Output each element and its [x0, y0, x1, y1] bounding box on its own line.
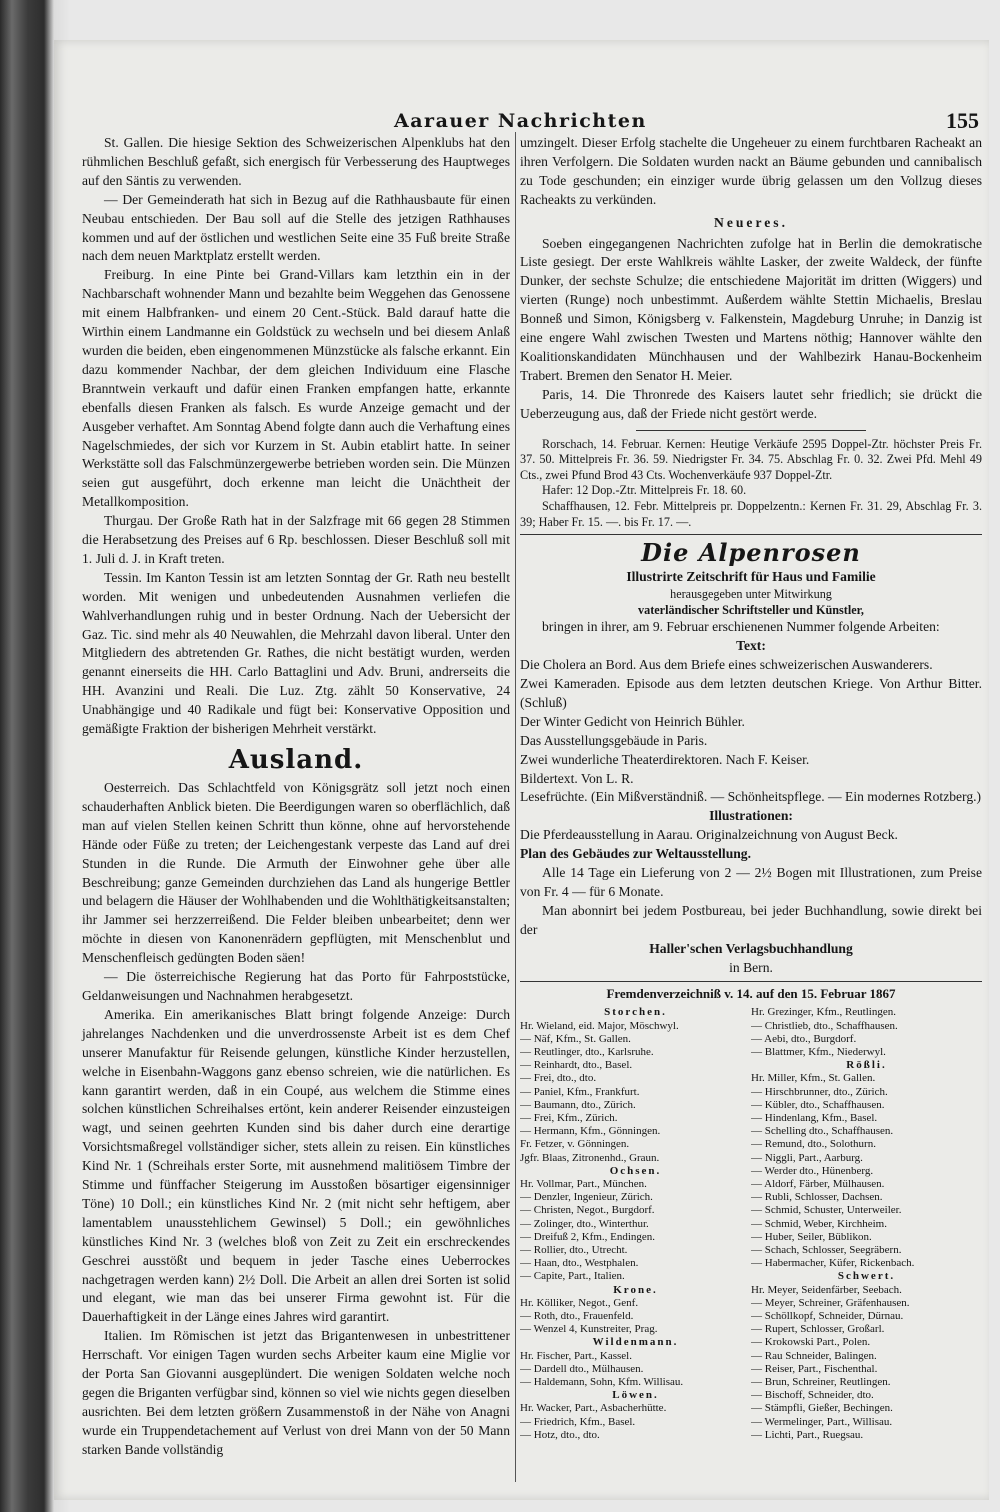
- guest-entry: — Rubli, Schlosser, Dachsen.: [751, 1191, 883, 1204]
- guest-entry: — Christen, Negot., Burgdorf.: [520, 1204, 655, 1217]
- guest-entry: — Roth, dto., Frauenfeld.: [520, 1310, 634, 1323]
- section-heading-ausland: Ausland.: [228, 745, 364, 775]
- guest-entry: Hr. Vollmar, Part., München.: [520, 1178, 647, 1191]
- guest-entry: — Christlieb, dto., Schaffhausen.: [751, 1019, 898, 1032]
- guest-entry: — Dardell dto., Mülhausen.: [520, 1362, 644, 1375]
- guest-entry: — Frei, dto., dto.: [520, 1072, 597, 1085]
- guest-entry: — Rupert, Schlosser, Großarl.: [751, 1323, 885, 1336]
- divider: [520, 534, 982, 535]
- guest-entry: — Aebi, dto., Burgdorf.: [751, 1032, 857, 1045]
- article-thurgau: Thurgau. Der Große Rath hat in der Salzfrage mit 66 gegen 28 Stimmen die Herabsetzung des Preises auf 6 Rp. beschlossen. Dieser Beschluß soll mit 1. Juli d. J. in Kraft treten.: [82, 513, 510, 566]
- article-freiburg: Freiburg. In eine Pinte bei Grand-Villars kam letzthin ein in der Nachbarschaft wohnender Mann und bezahlte beim Weggehen das Genossene mit einem Halbfranken- und einem 20 Cent.-Stück. Bald darauf hatte die Wirthin einem Landmanne ein Goldstück zu wechseln und bei diesem Anlaß wurden die beiden, eben eingenommenen Münzstücke als falsche erkannt. Ein dazu kommender Nachbar, der dem gleichen Individuum eine Flasche Branntwein verkauft und dafür einen Franken empfangen hatte, erkannte ebenfalls diesen Franken als falsch. Es wurde Anzeige gemacht und der Ausgeber verhaftet. Am Sonntag Abend folgte dann auch die Verhaftung eines Nagelschmiedes, der sich vor Kurzem in St. Aubin etablirt hatte. In seiner Werkstätte soll das Falschmünzergewerbe betrieben worden sein. Die Münzen seien gut ausgeführt, doch erkenne man leicht die Unächtheit der Metallkomposition.: [82, 267, 510, 510]
- article-berlin-wahlen: Soeben eingegangenen Nachrichten zufolge hat in Berlin die demokratische Liste gesiegt. Der erste Wahlkreis wählte Lasker, der zweite Waldeck, der fünfte Dunker, der sechste Schulze; die entschiedene Majorität im dritten (Wiggers) und vierten (Runge) noch unbestimmt. Außerdem wählte Stettin Michaelis, Breslau Bonneß und Simon, Königsberg v. Falkenstein, Magdeburg Unruhe; in Danzig ist eine engere Wahl zwischen Twesten und Martens nöthig; Hannover wählte den Koalitionskandidaten Münchhausen und der Wahlbezirk Hanau-Bockenheim Trabert. Bremen den Senator H. Meier.: [520, 235, 982, 383]
- guest-entry: — Bischoff, Schneider, dto.: [751, 1389, 874, 1402]
- article-oesterreich: Oesterreich. Das Schlachtfeld von Königsgrätz soll jetzt noch einen schauderhaften Anblick bieten. Die Beerdigungen waren so oberflächlich, daß man auf vielen Stellen keinen Schritt thun könne, ohne auf hervorstehende Hände oder Füße zu treten; der Leichengestank verpeste das Land auf drei Stunden in die Runde. Die Armuth der Einwohner gehe über alle Beschreibung; ganze Gemeinden durchziehen das Land als hungerige Bettler und belagern die Häuser der Wohlhabenden und die Wohlthätigkeitsanstalten; ihr Jammer sei herzzerreißend. Die Felder bleiben unbearbeitet; denn wer möchte in diesen von Kanonenrädern gepflügten, mit Menschenblut und Menschenfleisch gedüngten Boden säen!: [82, 780, 510, 966]
- guest-entry: — Hirschbrunner, dto., Zürich.: [751, 1085, 888, 1098]
- hotel-heading: Krone.: [613, 1283, 658, 1296]
- guest-entry: — Schach, Schlosser, Seegräbern.: [751, 1244, 902, 1257]
- newspaper-title: Aarauer Nachrichten: [394, 110, 647, 132]
- guest-entry: — Schöllkopf, Schneider, Dürnau.: [751, 1310, 904, 1323]
- guest-entry: — Haldemann, Sohn, Kfm. Willisau.: [520, 1376, 684, 1389]
- page-header: [74, 108, 979, 134]
- guest-entry: Hr. Wieland, eid. Major, Möschwyl.: [520, 1019, 679, 1032]
- divider: [636, 430, 866, 431]
- guest-entry: — Hotz, dto., dto.: [520, 1428, 600, 1441]
- guest-entry: — Reiser, Part., Fischenthal.: [751, 1362, 878, 1375]
- ad-item: Bildertext. Von L. R.: [520, 770, 634, 786]
- guest-entry: — Reutlinger, dto., Karlsruhe.: [520, 1045, 654, 1058]
- ad-illus-item: Die Pferdeausstellung in Aarau. Originalzeichnung von August Beck.: [520, 827, 898, 843]
- article-oesterreich-porto: — Die österreichische Regierung hat das Porto für Fahrpoststücke, Geldanweisungen und Nachnahmen herabgesetzt.: [82, 969, 510, 1003]
- guest-entry: — Frei, Kfm., Zürich.: [520, 1112, 618, 1124]
- market-schaffhausen: Schaffhausen, 12. Febr. Mittelpreis pr. Doppelzentn.: Kernen Fr. 31. 29, Abschlag Fr. 3. 39; Haber Fr. 15. —. bis Fr. 17. —.: [520, 498, 982, 529]
- ad-terms: Alle 14 Tage ein Lieferung von 2 — 2½ Bogen mit Illustrationen, zum Preise von Fr. 4 — für 6 Monate.: [520, 865, 982, 899]
- hotel-heading: Storchen.: [604, 1006, 667, 1019]
- guest-entry: — Hermann, Kfm., Gönningen.: [520, 1125, 661, 1138]
- ad-item: Die Cholera an Bord. Aus dem Briefe eines schweizerischen Auswanderers.: [520, 657, 933, 673]
- guest-entry: — Huber, Seiler, Büblikon.: [751, 1230, 872, 1243]
- guest-entry: — Krokowski Part., Polen.: [751, 1336, 871, 1349]
- ad-intro: bringen in ihrer, am 9. Februar erschienenen Nummer folgende Arbeiten:: [542, 619, 940, 635]
- ad-publisher: Haller'schen Verlagsbuchhandlung: [649, 940, 853, 956]
- guest-entry: Fr. Fetzer, v. Gönningen.: [520, 1138, 630, 1151]
- fremdenverzeichnis: [520, 1006, 982, 1442]
- guest-entry: — Stämpfli, Gießer, Bechingen.: [751, 1402, 893, 1415]
- guest-entry: — Meyer, Schreiner, Gräfenhausen.: [751, 1296, 910, 1309]
- guest-entry: — Blattmer, Kfm., Niederwyl.: [751, 1045, 886, 1058]
- guest-entry: — Denzler, Ingenieur, Zürich.: [520, 1191, 653, 1204]
- guest-entry: Hr. Fischer, Part., Kassel.: [520, 1349, 632, 1362]
- market-reports: [520, 437, 982, 531]
- ad-title: Die Alpenrosen: [641, 538, 861, 568]
- ad-item: Lesefrüchte. (Ein Mißverständniß. — Schönheitspflege. — Ein modernes Rotzberg.): [520, 789, 982, 805]
- guest-entry: — Näf, Kfm., St. Gallen.: [520, 1032, 631, 1045]
- article-tessin: Tessin. Im Kanton Tessin ist am letzten Sonntag der Gr. Rath neu bestellt worden. Mit wenigen und unbedeutenden Ausnahmen verliefen die Wahlverhandlungen ruhig und in bester Ordnung. Nach der Uebersicht der Gaz. Tic. sind mehr als 40 Neuwahlen, die Mehrzahl davon liberal. Unter den Mitgliedern des abtretenden Gr. Rathes, die nicht bestätigt wurden, werden genannt einerseits die HH. Carlo Battaglini und Adv. Bruni, andrerseits die HH. Avanzini und Reali. Die Luz. Ztg. zählt 50 Konservative, 24 Unabhängige und 40 Radikale und fügt bei: Konservative Opposition und gemäßigte Fraktion der bisherigen Mehrheit verstärkt.: [82, 569, 510, 737]
- ad-subtitle: Illustrirte Zeitschrift für Haus und Familie: [626, 569, 876, 585]
- guest-entry: — Remund, dto., Solothurn.: [751, 1138, 876, 1151]
- alpenrosen-ad: [520, 538, 982, 977]
- ad-text-heading: Text:: [736, 638, 766, 654]
- column-divider: [515, 132, 516, 1482]
- ad-item: Der Winter Gedicht von Heinrich Bühler.: [520, 713, 745, 729]
- guest-entry: — Paniel, Kfm., Frankfurt.: [520, 1085, 640, 1098]
- hotel-heading: Rößli.: [846, 1059, 887, 1072]
- hotel-heading: Wildenmann.: [592, 1336, 679, 1349]
- guest-entry: — Lichti, Part., Ruegsau.: [751, 1428, 864, 1441]
- left-column: [82, 134, 510, 1460]
- guest-entry: — Schelling dto., Schaffhausen.: [751, 1125, 894, 1138]
- guest-entry: — Habermacher, Küfer, Rickenbach.: [751, 1257, 915, 1270]
- ad-illus-heading: Illustrationen:: [709, 808, 793, 824]
- guest-entry: — Aldorf, Färber, Mülhausen.: [751, 1178, 885, 1191]
- guest-entry: — Wermelinger, Part., Willisau.: [751, 1415, 893, 1428]
- guest-entry: — Wenzel 4, Kunstreiter, Prag.: [520, 1323, 658, 1336]
- guest-entry: — Friedrich, Kfm., Basel.: [520, 1415, 636, 1428]
- guest-entry: Hr. Meyer, Seidenfärber, Seebach.: [751, 1283, 902, 1296]
- guest-entry: — Schmid, Weber, Kirchheim.: [751, 1217, 887, 1230]
- right-column: [520, 134, 982, 1442]
- ad-illus-item: Plan des Gebäudes zur Weltausstellung.: [520, 846, 752, 862]
- guest-entry: Hr. Grezinger, Kfm., Reutlingen.: [751, 1006, 896, 1019]
- article-italien: Italien. Im Römischen ist jetzt das Brigantenwesen in unbestrittener Herrschaft. Vor einigen Tagen wurden sechs Arbeiter kaum eine Miglie vor der Porta San Giovanni ausgeplündert. Die wenigen Soldaten welche noch gegen die Briganten verfügbar sind, können so viel wie nichts gegen dieselben ausrichten. Bei dem letzten größern Zusammenstoß in der Nähe von Anagni wurde ein Truppendetachement auf Verlust von drei Mann von der 50 Mann starken Bande vollständig: [82, 1328, 510, 1457]
- guest-entry: — Dreifuß 2, Kfm., Endingen.: [520, 1230, 656, 1243]
- divider: [520, 981, 982, 982]
- article-paris: Paris, 14. Die Thronrede des Kaisers lautet sehr friedlich; sie drückt die Ueberzeugung aus, daß der Friede nicht gestört werde.: [520, 386, 982, 421]
- guest-entry: Hr. Wacker, Part., Asbacherhütte.: [520, 1402, 667, 1415]
- market-hafer: Hafer: 12 Dop.-Ztr. Mittelpreis Fr. 18. 60.: [542, 483, 747, 498]
- guest-entry: — Reinhardt, dto., Basel.: [520, 1059, 633, 1072]
- market-rorschach: Rorschach, 14. Februar. Kernen: Heutige Verkäufe 2595 Doppel-Ztr. höchster Preis Fr. 37. 50. Mittelpreis Fr. 36. 59. Niedrigster Fr. 34. 75. Abschlag Fr. 0. 32. Zwei Pfd. Mehl 49 Cts., zwei Pfund Brod 43 Cts. Wochenverkäufe 937 Doppel-Ztr.: [520, 436, 982, 482]
- hotel-heading: Schwert.: [837, 1270, 896, 1283]
- guest-list-right: [751, 1006, 982, 1442]
- guest-entry: — Kübler, dto., Schaffhausen.: [751, 1098, 885, 1111]
- guest-entry: — Werder dto., Hünenberg.: [751, 1164, 874, 1177]
- page-number: 155: [946, 108, 979, 133]
- guest-entry: — Rollier, dto., Utrecht.: [520, 1244, 628, 1257]
- ad-item: Das Ausstellungsgebäude in Paris.: [520, 732, 708, 748]
- guest-entry: — Capite, Part., Italien.: [520, 1270, 625, 1283]
- ad-subscribe: Man abonnirt bei jedem Postbureau, bei jeder Buchhandlung, sowie direkt bei der: [520, 902, 982, 937]
- ad-city: in Bern.: [729, 959, 773, 975]
- ad-item: Zwei wunderliche Theaterdirektoren. Nach F. Keiser.: [520, 751, 810, 767]
- article-stgallen: St. Gallen. Die hiesige Sektion des Schweizerischen Alpenklubs hat den rühmlichen Beschluß gefaßt, sich energisch für Verbesserung des Hauptweges auf den Säntis zu verwenden.: [82, 135, 510, 188]
- ad-line: vaterländischer Schriftsteller und Künstler,: [638, 602, 864, 617]
- hotel-heading: Löwen.: [612, 1389, 659, 1402]
- article-italien-continued: umzingelt. Dieser Erfolg stachelte die Ungeheuer zu einem furchtbaren Racheakt an ihren Verfolgern. Die Soldaten wurden nackt an Bäume gebunden und cannibalisch zu Tode geschunden; ein einziger wurde übrig gelassen um den Vollzug dieses Racheakts zu verkünden.: [520, 135, 982, 207]
- hotel-heading: Ochsen.: [609, 1164, 662, 1177]
- page-content: [54, 40, 989, 1500]
- guest-entry: — Zolinger, dto., Winterthur.: [520, 1217, 649, 1230]
- guest-entry: — Niggli, Part., Aarburg.: [751, 1151, 863, 1164]
- guest-entry: — Brun, Schreiner, Reutlingen.: [751, 1376, 891, 1389]
- ad-item: Zwei Kameraden. Episode aus dem letzten deutschen Kriege. Von Arthur Bitter. (Schluß): [520, 675, 982, 710]
- guest-entry: Hr. Miller, Kfm., St. Gallen.: [751, 1072, 876, 1085]
- guest-entry: — Haan, dto., Westphalen.: [520, 1257, 639, 1270]
- fremdenverzeichnis-title: Fremdenverzeichniß v. 14. auf den 15. Februar 1867: [606, 986, 896, 1002]
- ad-line: herausgegeben unter Mitwirkung: [670, 587, 832, 602]
- article-amerika: Amerika. Ein amerikanisches Blatt bringt folgende Anzeige: Durch jahrelanges Nachdenken und die unverdrossenste Arbeit ist es dem Chef unserer Manufaktur für Reisende gelungen, künstliche Kinder herzustellen, welche in Eisenbahn-Waggons ganz ebenso schreien, wie die natürlichen. Es kann garantirt werden, daß in ein Coupé, aus welchem die Stimme eines solchen künstlichen Schreihalses ertönt, kein anderer Reisender einzusteigen wagt, und seinen geehrten Kunden sind bis daher durch eine derartige Vorsichtsmaßregel vollständiger sicher, stets allein zu reisen. Ein künstliches Kind Nr. 1 (Schreihals erster Sorte, mit ausnehmend malitiösem Timbre der Stimme und fünffacher Steigerung im Ausstoßen bösartiger eigensinniger Töne) 10 Doll.; ein künstliches Kind Nr. 2 (mit nicht sehr heftigem, aber lamentablem unausstehlichem Gewinsel) 5 Doll.; ein gewöhnliches künstliches Kind Nr. 3 (welches bloß von Zeit zu Zeit ein erschreckendes Geschrei ausstößt und bequem in jeder Tasche eines Ueberrockes nachgetragen werden kann) 2½ Doll. Die Arbeit an allen drei Sorten ist solid und elegant, wie man das bei unserer Firma gewohnt ist. Für die Dauerhaftigkeit in der Länge eines Jahres wird garantirt.: [82, 1006, 510, 1325]
- guest-entry: — Hindenlang, Kfm., Basel.: [751, 1112, 878, 1124]
- guest-entry: Hr. Kölliker, Negot., Genf.: [520, 1296, 639, 1309]
- guest-entry: — Schmid, Schuster, Unterweiler.: [751, 1204, 902, 1217]
- article-stgallen-rathhaus: — Der Gemeinderath hat sich in Bezug auf die Rathhausbaute für einen Neubau entschieden. Der Bau soll auf die Stelle des jetzigen Rathhauses kommen und auf der östlichen und westlichen Seite eine 35 Fuß breite Straße nach dem neuen Marktplatz erstellt werden.: [82, 191, 510, 264]
- section-heading-neueres: Neueres.: [714, 214, 788, 230]
- guest-entry: — Rau Schneider, Balingen.: [751, 1349, 877, 1362]
- guest-entry: — Baumann, dto., Zürich.: [520, 1098, 636, 1111]
- guest-entry: Jgfr. Blaas, Zitronenhd., Graun.: [520, 1151, 660, 1164]
- guest-list-left: [520, 1006, 751, 1442]
